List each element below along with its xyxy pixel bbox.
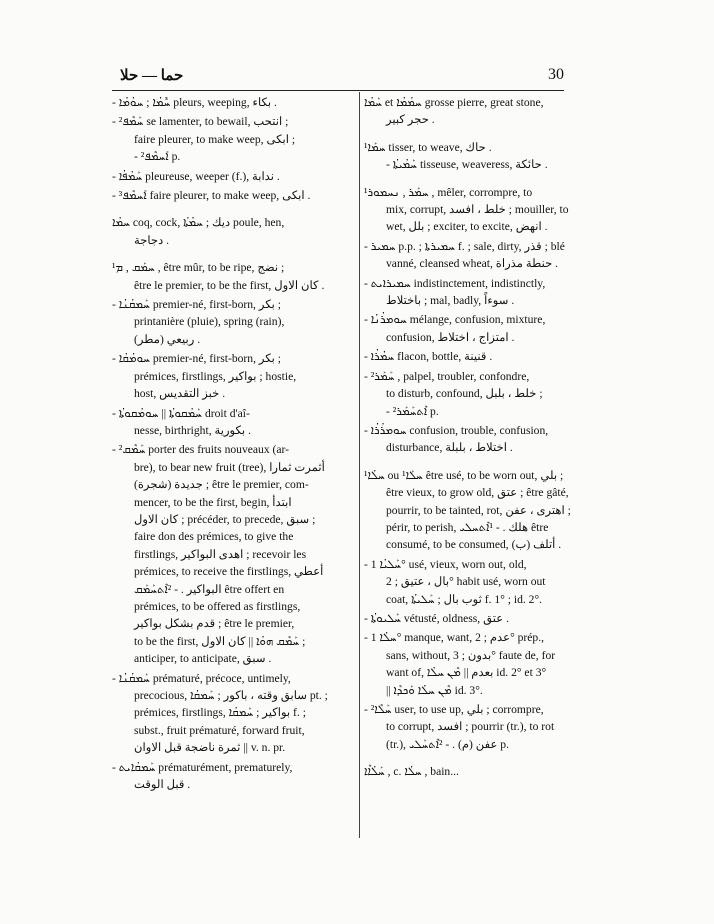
entry-line: - ܚܡܳܪܳܐ flacon, bottle, قنينة .	[364, 350, 493, 364]
entry-line: host, خبز التقديس .	[134, 387, 226, 401]
dictionary-entry	[364, 556, 566, 608]
entry-line: to be the first, ܚܰܡܶܩ ܗܘܳܐ || كان الاول ;	[134, 634, 306, 648]
entry-line: faire pleurer, to make weep, ابكى ;	[134, 132, 296, 146]
entry-line: - ²ܚܰܡܰܪ , palpel, troubler, confondre,	[364, 369, 530, 383]
dictionary-entry	[364, 275, 566, 310]
entry-line: pourrir, to be tainted, rot, اهترى ، عفن ;	[386, 503, 571, 517]
entry-line: mix, corrupt, خلط ، افسد ; mouiller, to	[386, 203, 569, 217]
entry-line: - ܚܘܡܪܳܪܳܐ confusion, trouble, confusion,	[364, 423, 549, 437]
entry-line: - ܚܰܡܩܳܢܳܐ prématuré, précoce, untimely,	[112, 671, 291, 685]
entry-line: être vieux, to grow old, عتق ; être gâté,	[386, 486, 569, 500]
page-number: 30	[548, 66, 564, 83]
entry-line: باختلاط ; mal, badly, سوءاً .	[386, 294, 515, 308]
entry-line: البواكير . - ²ܐܶܬܚܰܡܰܩ être offert en	[134, 582, 285, 596]
entry-line: disturbance, اختلاط ، بلبلة .	[386, 441, 513, 455]
entry-line: جديدة (شجرة) ; être le premier, com-	[134, 478, 309, 492]
entry-line: - ܚܰܡܳܦܳܐ pleureuse, weeper (f.), ندابة .	[112, 169, 280, 183]
entry-line: ¹ܚܡܰܐ tisser, to weave, حاك .	[364, 140, 492, 154]
entry-line: bre), to bear new fruit (tree), أثمرت ثمارا	[134, 460, 325, 474]
entry-line: faire don des prémices, to give the	[134, 530, 294, 544]
dictionary-entry	[112, 670, 350, 757]
entry-line: - ܚܡܝܪ p.p. ; ܚܡܝܪܬܐ f. ; sale, dirty, قذر ; blé	[364, 239, 565, 253]
entry-line: precocious, سابق وقته ، باكور ; ܚܰܡܩܳܐ pt. ;	[134, 689, 328, 702]
entry-line: بال ، عتيق ; 2° habit usé, worn out	[386, 575, 546, 589]
entry-line: ثمرة ناضجة قبل الاوان || v. n. pr.	[134, 741, 286, 755]
dictionary-entry	[112, 759, 350, 794]
dictionary-entry	[112, 350, 350, 402]
entry-line: confusion, امتزاج ، اختلاط .	[386, 330, 515, 344]
dictionary-entry	[364, 139, 566, 174]
entry-line: to corrupt, افسد ; pourrir (tr.), to rot	[386, 720, 555, 734]
entry-line: prémices, firstlings, بواكير ; ܚܰܡܩܳܐ f. ;	[134, 706, 306, 720]
entry-line: ¹ܚܠܳܐ ou ¹ܚܠܰܐ être usé, to be worn out, بلي ;	[364, 468, 564, 482]
guide-words: حما — حلا	[120, 68, 184, 84]
entry-line: vanné, cleansed wheat, حنطة مذراة .	[386, 257, 559, 271]
dictionary-entry	[364, 238, 566, 273]
dictionary-entry	[364, 629, 566, 699]
entry-line: (tr.), عفن (م) . - ²ܐܶܬܚܰܠܝ p.	[386, 737, 509, 751]
entry-line: périr, to perish, هلك . - ¹ܐܶܬܚܠܝ être	[386, 520, 549, 534]
dictionary-entry	[112, 296, 350, 348]
entry-line: - ²ܐܰܚܡܶܦ p.	[134, 150, 181, 164]
entry-line: ܚܰܠܳܐܶܐ , c. ܚܠܳܐ , bain...	[364, 765, 459, 779]
entry-line: printanière (pluie), spring (rain),	[134, 315, 285, 329]
left-column	[112, 94, 350, 795]
entry-line: consumé, to be consumed, أتلف (ب) .	[386, 538, 562, 552]
entry-line: ܚܰܡܳܐ et ܚܡܳܡܳܐ grosse pierre, great stone,	[364, 96, 544, 109]
entry-line: كان الاول ; précéder, to precede, سبق ;	[134, 512, 316, 526]
entry-line: mencer, to be the first, begin, ابتدأ	[134, 495, 292, 509]
entry-line: - ܚܡܝܪܐܝܬ indistinctement, indistinctly,	[364, 276, 546, 290]
dictionary-entry	[364, 701, 566, 753]
entry-line: دجاجة .	[134, 233, 170, 247]
entry-line: subst., fruit prématuré, forward fruit,	[134, 723, 305, 737]
entry-line: - ܚܘܡܳܩܳܐ premier-né, first-born, بكر ;	[112, 352, 282, 366]
entry-line: sans, without, بدون ; 3° faute de, for	[386, 648, 556, 662]
entry-line: prémices, firstlings, بواكير ; hostie,	[134, 369, 297, 383]
dictionary-entry	[364, 94, 566, 129]
entry-line: حجر كبير .	[386, 113, 435, 127]
right-column	[364, 94, 571, 783]
column-divider	[359, 92, 360, 838]
entry-line: firstlings, اهدى البواكير ; recevoir les	[134, 547, 307, 561]
entry-line: (مطر) ربيعي .	[134, 332, 201, 346]
entry-line: - ܚܽܡܳܐ ; ܚܘܳܡܳܐ pleurs, weeping, بكاء .	[112, 96, 277, 109]
dictionary-entry	[364, 348, 566, 365]
entry-line: want of, بعدم || ܡܶܢ ܚܠܳܐ id. 2° et 3°	[386, 666, 547, 680]
entry-line: قبل الوقت .	[134, 778, 191, 792]
entry-line: - ܚܰܡܩܳܢܳܐ premier-né, first-born, بكر ;	[112, 298, 281, 312]
dictionary-entry	[112, 441, 350, 667]
entry-line: to disturb, confound, خلط ، بلبل ;	[386, 387, 543, 401]
entry-line: - ²ܚܰܡܶܦ se lamenter, to bewail, انتحب ;	[112, 115, 289, 129]
dictionary-entry	[364, 311, 566, 346]
entry-line: prémices, to receive the firstlings, أعطي	[134, 565, 324, 579]
entry-line: ¹ܚܡܰܩ , ܡ , être mûr, to be ripe, نضج ;	[112, 261, 285, 275]
dictionary-entry	[112, 113, 350, 165]
dictionary-entry	[112, 187, 350, 204]
dictionary-entry	[112, 94, 350, 111]
entry-line: - ܚܰܡܳܝܬܳܐ tisseuse, weaveress, حائكة .	[386, 158, 548, 172]
entry-line: - ³ܐܰܚܡܶܦ faire pleurer, to make weep, ابكى .	[112, 189, 311, 203]
entry-line: anticiper, to anticipate, سبق .	[134, 652, 272, 666]
entry-line: prémices, to be offered as firstlings,	[134, 599, 301, 613]
dictionary-entry	[364, 368, 566, 420]
entry-line: - ²ܐܶܬܚܰܡܰܪ p.	[386, 404, 439, 418]
entry-line: || ܡܶܢ ܚܠܳܐ ܘܰܟܕܶܐ id. 3°.	[386, 683, 483, 697]
dictionary-entry	[112, 214, 350, 249]
entry-line: - ²ܚܰܠܶܐ user, to use up, بلي ; corrompre,	[364, 703, 544, 716]
dictionary-entry	[364, 422, 566, 457]
entry-line: - ܚܰܡܩܳܐܝܬ prématurément, prematurely,	[112, 760, 293, 774]
entry-line: - ܚܘܡܪܳܢܳܐ mélange, confusion, mixture,	[364, 313, 546, 327]
header-rule	[112, 90, 564, 91]
entry-line: ܚܡܳܐ coq, cock, ديك ; ܚܡܳܬܳܐ poule, hen,	[112, 216, 285, 230]
entry-line: wet, بلل ; exciter, to excite, انهض .	[386, 220, 548, 234]
entry-line: - ܚܠܳܐ 1° manque, want, عدم ; 2° prép.,	[364, 631, 544, 645]
entry-line: ¹ܚܡܰܪ , ܢܚܡܘܪ , mêler, corrompre, to	[364, 185, 533, 199]
dictionary-entry	[112, 168, 350, 185]
dictionary-entry	[112, 405, 350, 440]
entry-line: être le premier, to be the first, كان الاول .	[134, 278, 325, 292]
entry-line: - ²ܚܰܡܶܩ porter des fruits nouveaux (ar-	[112, 443, 290, 457]
entry-line: nesse, birthright, بكورية .	[134, 423, 251, 437]
dictionary-entry	[112, 259, 350, 294]
entry-line: قدم بشكل بواكير ; être le premier,	[134, 617, 295, 631]
entry-line: - ܚܰܠܝܳܐ 1° usé, vieux, worn out, old,	[364, 557, 527, 571]
entry-line: coat, ثوب بال ; ܚܰܠܝܬܳܐ f. 1° ; id. 2°.	[386, 592, 542, 606]
dictionary-entry	[364, 467, 571, 554]
entry-line: - ܚܰܡܳܩܘܬܳܐ || ܚܘܡܳܩܘܬܳܐ droit d'aî-	[112, 406, 250, 420]
page-header	[112, 66, 564, 88]
dictionary-entry	[364, 763, 566, 780]
entry-line: - ܚܰܠܝܘܬܳܐ vétusté, oldness, عتق .	[364, 611, 509, 625]
dictionary-entry	[364, 184, 569, 236]
dictionary-entry	[364, 610, 566, 627]
